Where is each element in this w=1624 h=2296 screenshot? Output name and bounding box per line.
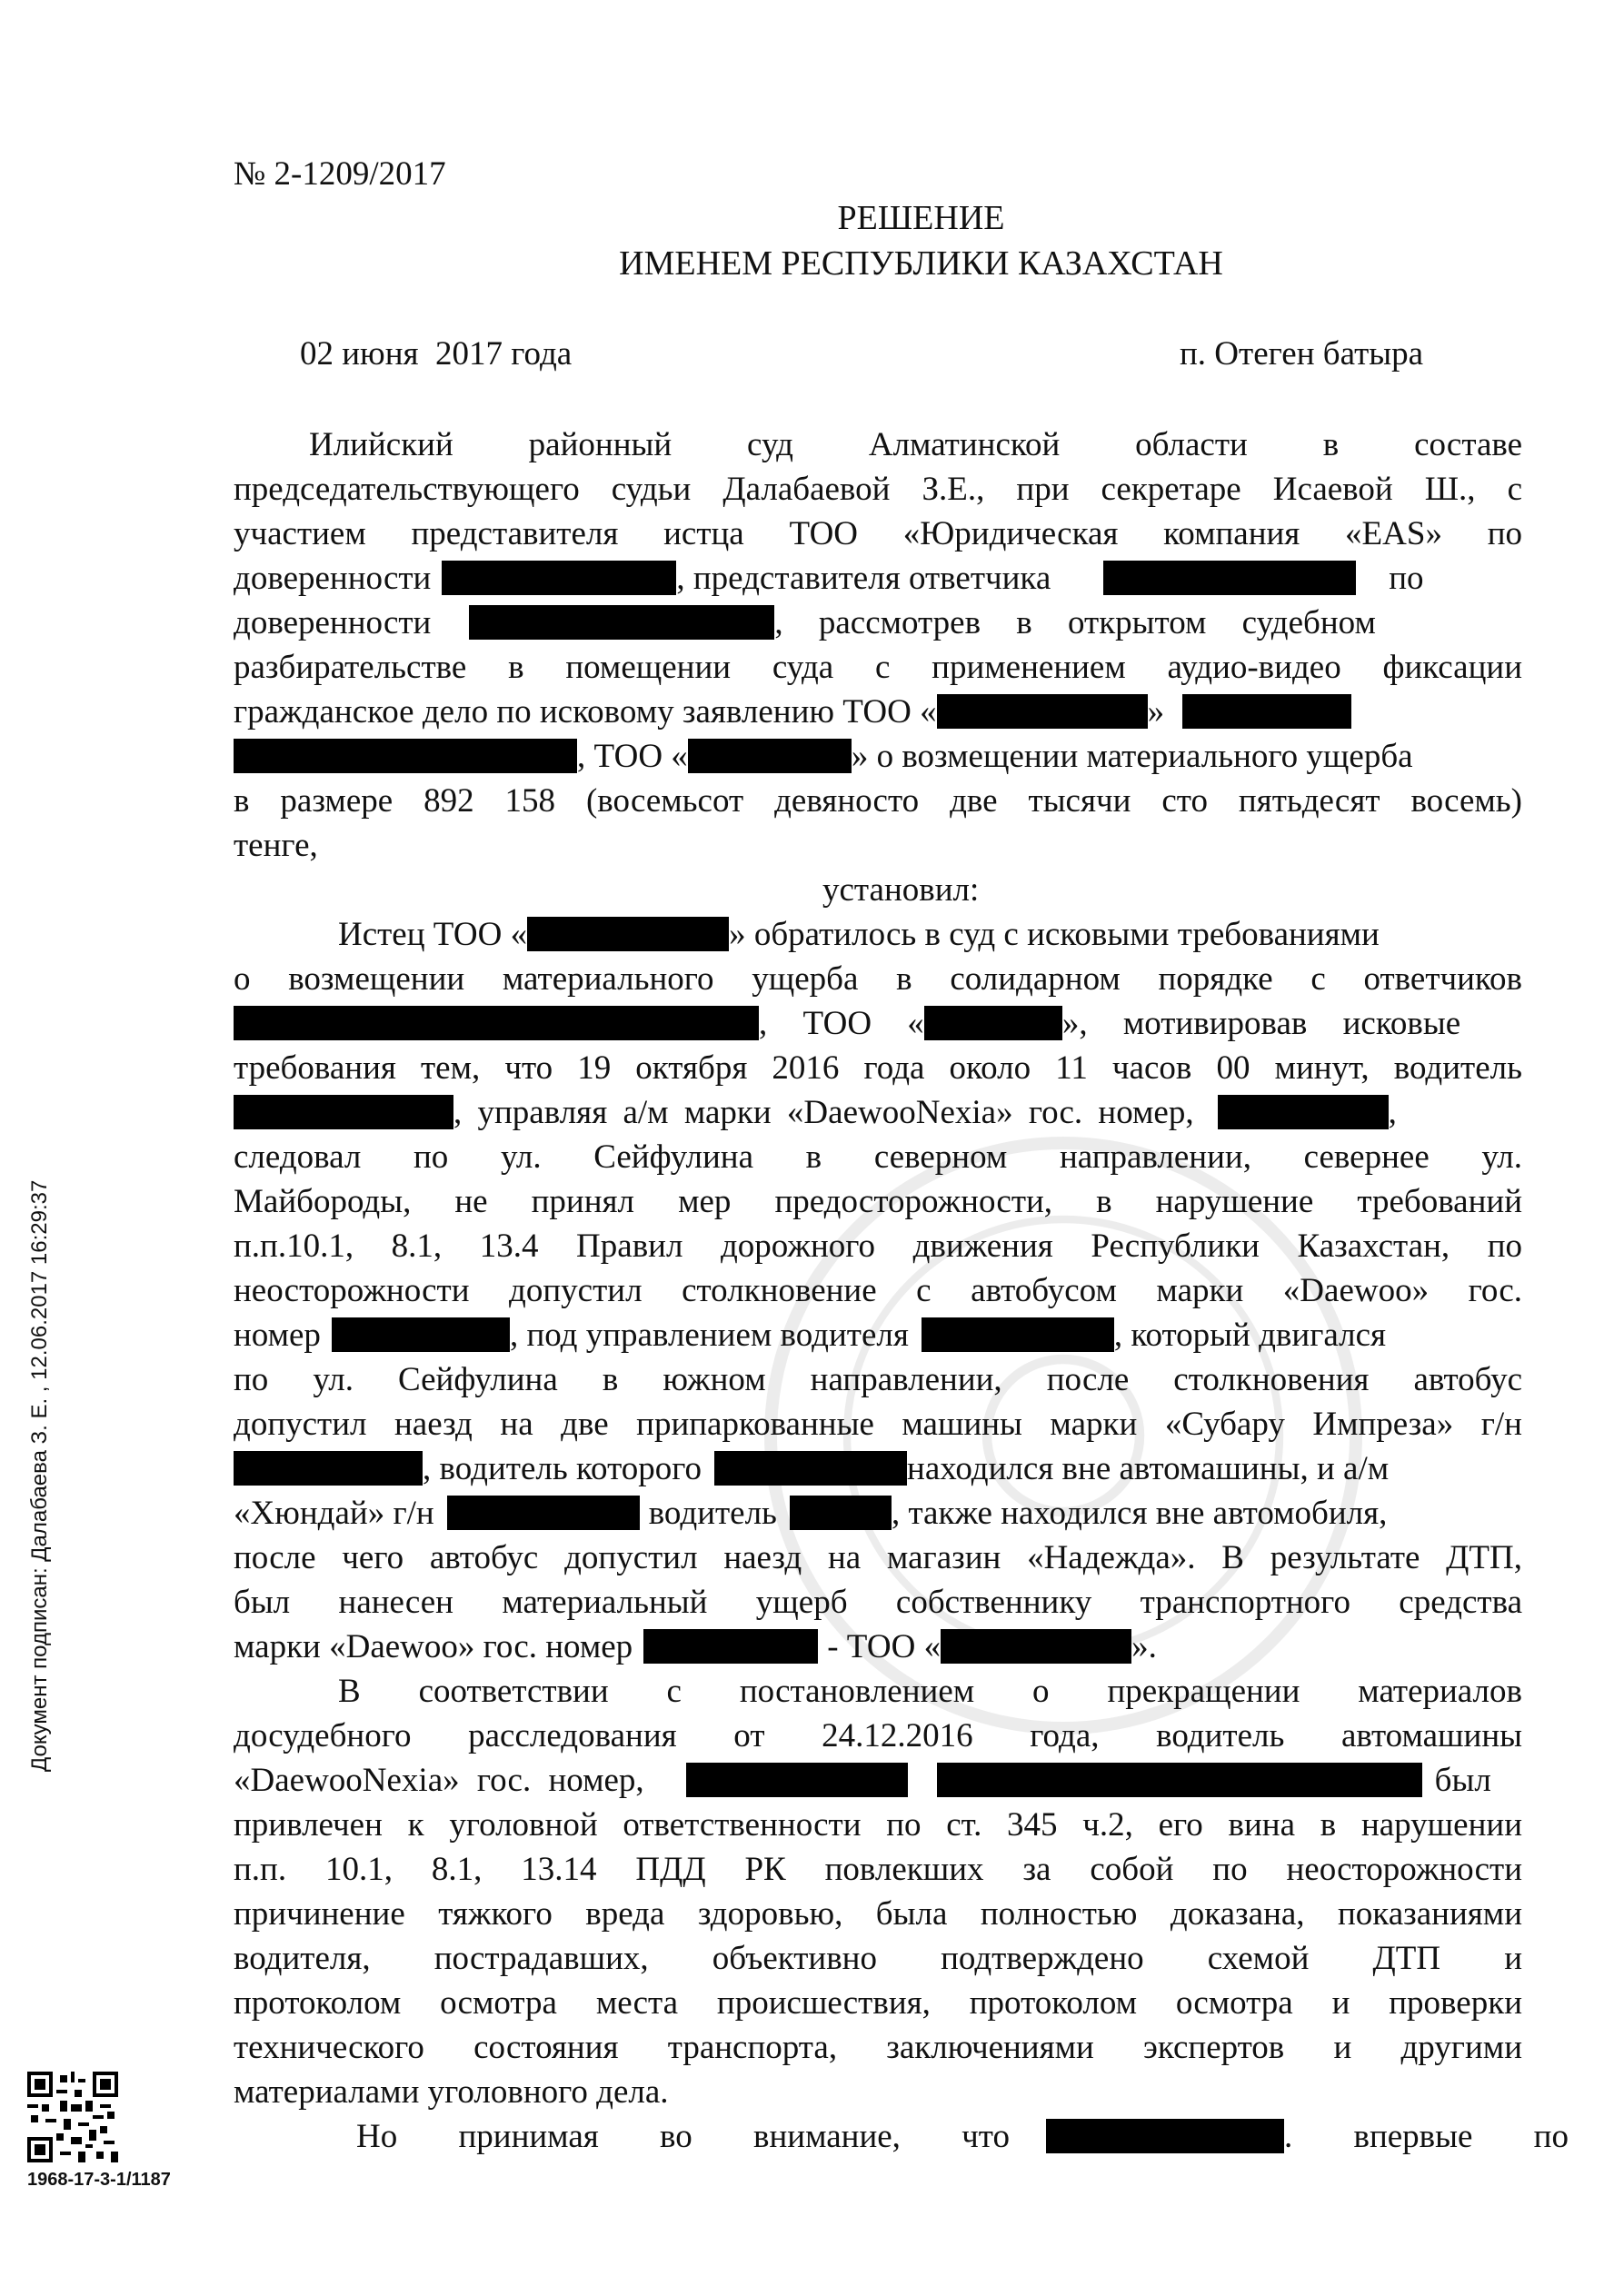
redaction <box>688 739 852 773</box>
redaction <box>234 1451 423 1486</box>
p2-line-1: Истец ТОО « » обратилось в суд с исковыми требованиями <box>338 916 1380 953</box>
p1-line-8: , ТОО « » о возмещении материального ущерба <box>234 735 1522 779</box>
p3-line-6: причинение тяжкого вреда здоровью, была полностью доказана, показаниями <box>234 1895 1522 1933</box>
p3-line-7: водителя, пострадавших, объективно подтверждено схемой ДТП и <box>234 1940 1522 1977</box>
qr-code <box>27 2072 118 2162</box>
p1-line-1: Илийский районный суд Алматинской области в составе <box>309 426 1523 463</box>
redaction <box>234 1095 453 1129</box>
p2-line-4: требования тем, что 19 октября 2016 года около 11 часов 00 минут, водитель <box>234 1049 1522 1087</box>
redaction <box>937 1763 1422 1797</box>
p1-line-3: участием представителя истца ТОО «Юридическая компания «EAS» по <box>234 515 1522 552</box>
document-subtitle: ИМЕНЕМ РЕСПУБЛИКИ КАЗАХСТАН <box>619 244 1223 283</box>
p2-line-13: , водитель которого находился вне автомашины, и а/м <box>234 1447 1522 1491</box>
redaction <box>941 1629 1131 1664</box>
p2-line-11: по ул. Сейфулина в южном направлении, после столкновения автобус <box>234 1361 1522 1398</box>
p1-line-2: председательствующего судьи Далабаевой З.Е., при секретаре Исаевой Ш., с <box>234 471 1522 508</box>
document-title: РЕШЕНИЕ <box>837 199 1005 237</box>
p1-line-6: разбирательстве в помещении суда с применением аудио-видео фиксации <box>234 649 1522 686</box>
redaction <box>1218 1095 1389 1129</box>
redaction <box>234 739 577 773</box>
p1-line-9: в размере 892 158 (восемьсот девяносто две тысячи сто пятьдесят восемь) <box>234 782 1522 820</box>
p2-line-16: был нанесен материальный ущерб собственнику транспортного средства <box>234 1584 1522 1621</box>
redaction <box>643 1629 818 1664</box>
p2-line-10: номер , под управлением водителя , который двигался <box>234 1317 1387 1354</box>
redaction <box>714 1451 907 1486</box>
p1-line-5: доверенности , рассмотрев в открытом судебном <box>234 604 1376 641</box>
redaction <box>924 1006 1062 1040</box>
p1-line-7: гражданское дело по исковому заявлению ТОО « » <box>234 691 1522 734</box>
redaction <box>447 1496 640 1530</box>
p2-line-7: Майбороды, не принял мер предосторожности, в нарушение требований <box>234 1183 1522 1220</box>
redaction <box>1182 694 1351 729</box>
p3-line-10: материалами уголовного дела. <box>234 2073 669 2111</box>
p2-line-12: допустил наезд на две припаркованные машины марки «Субару Импреза» г/н <box>234 1406 1522 1443</box>
decision-place: п. Отеген батыра <box>1180 335 1424 373</box>
redaction <box>469 605 774 640</box>
p2-line-8: п.п.10.1, 8.1, 13.4 Правил дорожного движения Республики Казахстан, по <box>234 1228 1522 1265</box>
document-code: 1968-17-3-1/1187 <box>27 2170 171 2190</box>
case-number: № 2-1209/2017 <box>234 155 446 193</box>
redaction <box>1103 561 1356 595</box>
p1-line-4: доверенности , представителя ответчика по <box>234 560 1424 597</box>
redaction <box>332 1317 510 1352</box>
p3-line-4: привлечен к уголовной ответственности по ст. 345 ч.2, его вина в нарушении <box>234 1806 1522 1844</box>
redaction <box>790 1496 892 1530</box>
redaction <box>527 917 729 951</box>
p2-line-5: , управляя а/м марки «DaewooNexia» гос. номер, , <box>234 1091 1522 1135</box>
p2-line-2: о возмещении материального ущерба в солидарном порядке с ответчиков <box>234 960 1522 998</box>
p2-line-15: после чего автобус допустил наезд на магазин «Надежда». В результате ДТП, <box>234 1539 1522 1576</box>
p3-line-3: «DaewooNexia» гос. номер, был <box>234 1762 1491 1799</box>
p2-line-6: следовал по ул. Сейфулина в северном направлении, севернее ул. <box>234 1138 1522 1176</box>
p3-line-2: досудебного расследования от 24.12.2016 года, водитель автомашины <box>234 1717 1522 1754</box>
established-heading: установил: <box>822 871 980 909</box>
p2-line-17: марки «Daewoo» гос. номер - ТОО « ». <box>234 1628 1157 1665</box>
p3-line-1: В соответствии с постановлением о прекращении материалов <box>338 1673 1522 1710</box>
redaction <box>1046 2119 1284 2153</box>
redaction <box>442 561 676 595</box>
p3-line-5: п.п. 10.1, 8.1, 13.14 ПДД РК повлекших за собой по неосторожности <box>234 1851 1522 1888</box>
p3-line-8: протоколом осмотра места происшествия, протоколом осмотра и проверки <box>234 1984 1522 2022</box>
redaction <box>686 1763 908 1797</box>
p2-line-9: неосторожности допустил столкновение с автобусом марки «Daewoo» гос. <box>234 1272 1522 1309</box>
p2-line-14: «Хюндай» г/н водитель , также находился вне автомобиля, <box>234 1495 1388 1532</box>
p4-line-1: Но принимая во внимание, что . впервые по <box>356 2118 1569 2155</box>
redaction <box>922 1317 1114 1352</box>
decision-date: 02 июня 2017 года <box>300 335 573 373</box>
signature-sidebar: Документ подписан: Далабаева З. Е. , 12.06.2017 16:29:37 <box>27 1179 52 1772</box>
p2-line-3: , ТОО « », мотивировав исковые <box>234 1002 1522 1046</box>
redaction <box>234 1006 759 1040</box>
redaction <box>937 694 1148 729</box>
p3-line-9: технического состояния транспорта, заключениями экспертов и другими <box>234 2029 1522 2066</box>
p1-line-10: тенге, <box>234 827 318 864</box>
